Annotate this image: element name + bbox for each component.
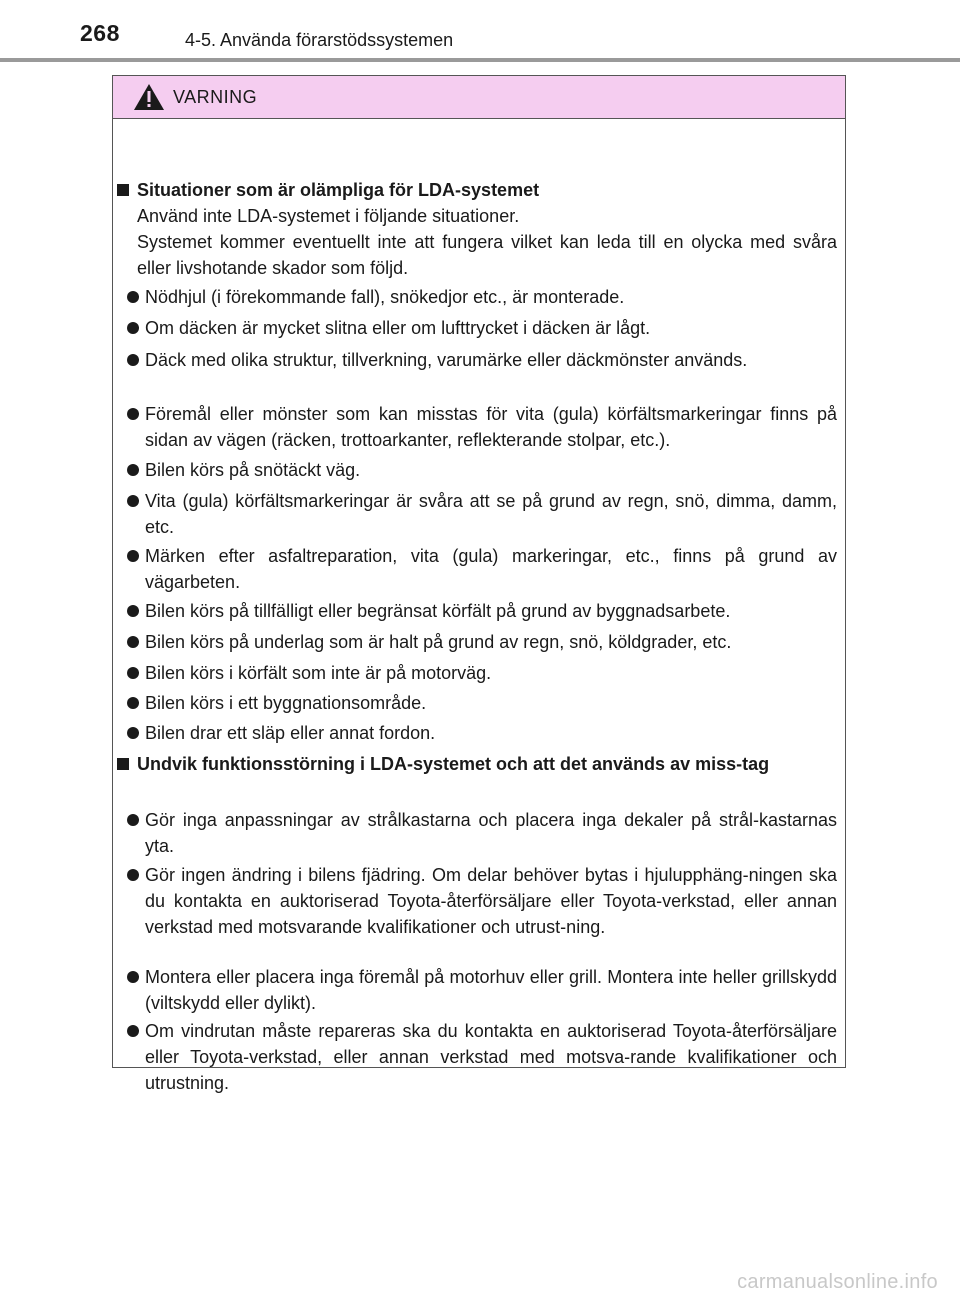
- header-rule: [0, 58, 960, 62]
- warning-triangle-icon: [133, 83, 165, 111]
- list-item: Bilen körs i körfält som inte är på motorväg.: [127, 660, 837, 686]
- warning-box: [112, 75, 846, 1093]
- round-bullet-icon: [127, 291, 139, 303]
- list-item: Bilen drar ett släp eller annat fordon.: [127, 720, 837, 746]
- round-bullet-icon: [127, 869, 139, 881]
- round-bullet-icon: [127, 495, 139, 507]
- round-bullet-icon: [127, 1025, 139, 1037]
- list-item: Vita (gula) körfältsmarkeringar är svåra att se på grund av regn, snö, dimma, damm, etc.: [127, 488, 837, 540]
- round-bullet-icon: [127, 667, 139, 679]
- round-bullet-icon: [127, 550, 139, 562]
- square-bullet-icon: [117, 758, 129, 770]
- list-item: Föremål eller mönster som kan misstas för vita (gula) körfältsmarkeringar finns på sidan av vägen (räcken, trottoarkanter, reflekterande stolpar, etc.).: [127, 401, 837, 453]
- section-heading: Undvik funktionsstörning i LDA-systemet och att det används av miss-tag: [117, 751, 837, 777]
- section-heading: Situationer som är olämpliga för LDA-systemet: [117, 177, 837, 203]
- page-header: [0, 0, 960, 60]
- watermark: carmanualsonline.info: [737, 1271, 938, 1293]
- list-item: Bilen körs på tillfälligt eller begränsat körfält på grund av byggnadsarbete.: [127, 598, 837, 624]
- list-item: Däck med olika struktur, tillverkning, varumärke eller däckmönster används.: [127, 347, 837, 373]
- round-bullet-icon: [127, 408, 139, 420]
- round-bullet-icon: [127, 322, 139, 334]
- section-title: 4-5. Använda förarstödssystemen: [185, 30, 454, 50]
- round-bullet-icon: [127, 727, 139, 739]
- list-item: Om däcken är mycket slitna eller om lufttrycket i däcken är lågt.: [127, 315, 837, 341]
- round-bullet-icon: [127, 354, 139, 366]
- round-bullet-icon: [127, 464, 139, 476]
- page-number: 268: [80, 20, 120, 46]
- intro-paragraph: Systemet kommer eventuellt inte att fungera vilket kan leda till en olycka med svåra eller livshotande skador som följd.: [137, 232, 837, 278]
- list-item: Nödhjul (i förekommande fall), snökedjor etc., är monterade.: [127, 284, 837, 310]
- list-item: Montera eller placera inga föremål på motorhuv eller grill. Montera inte heller grillskydd (viltskydd eller dylikt).: [127, 964, 837, 1016]
- list-item: Gör ingen ändring i bilens fjädring. Om delar behöver bytas i hjulupphäng-ningen ska du kontakta en auktoriserad Toyota-återförsäljare eller Toyota-verkstad, eller annan verkstad med motsvarande kvalifikationer och utrust-ning.: [127, 862, 837, 940]
- round-bullet-icon: [127, 605, 139, 617]
- square-bullet-icon: [117, 184, 129, 196]
- list-item: Bilen körs i ett byggnationsområde.: [127, 690, 837, 716]
- list-item: Bilen körs på underlag som är halt på grund av regn, snö, köldgrader, etc.: [127, 629, 837, 655]
- intro-paragraph: Använd inte LDA-systemet i följande situationer.: [137, 206, 520, 226]
- warning-header: [113, 76, 845, 119]
- list-item: Bilen körs på snötäckt väg.: [127, 457, 837, 483]
- warning-label: VARNING: [173, 87, 258, 107]
- round-bullet-icon: [127, 971, 139, 983]
- round-bullet-icon: [127, 814, 139, 826]
- list-item: Gör inga anpassningar av strålkastarna och placera inga dekaler på strål-kastarnas yta.: [127, 807, 837, 859]
- list-item: Märken efter asfaltreparation, vita (gula) markeringar, etc., finns på grund av vägarbeten.: [127, 543, 837, 595]
- round-bullet-icon: [127, 636, 139, 648]
- round-bullet-icon: [127, 697, 139, 709]
- list-item: Om vindrutan måste repareras ska du kontakta en auktoriserad Toyota-återförsäljare eller Toyota-verkstad, eller annan verkstad med motsva-rande kvalifikationer och utrustning.: [127, 1018, 837, 1096]
